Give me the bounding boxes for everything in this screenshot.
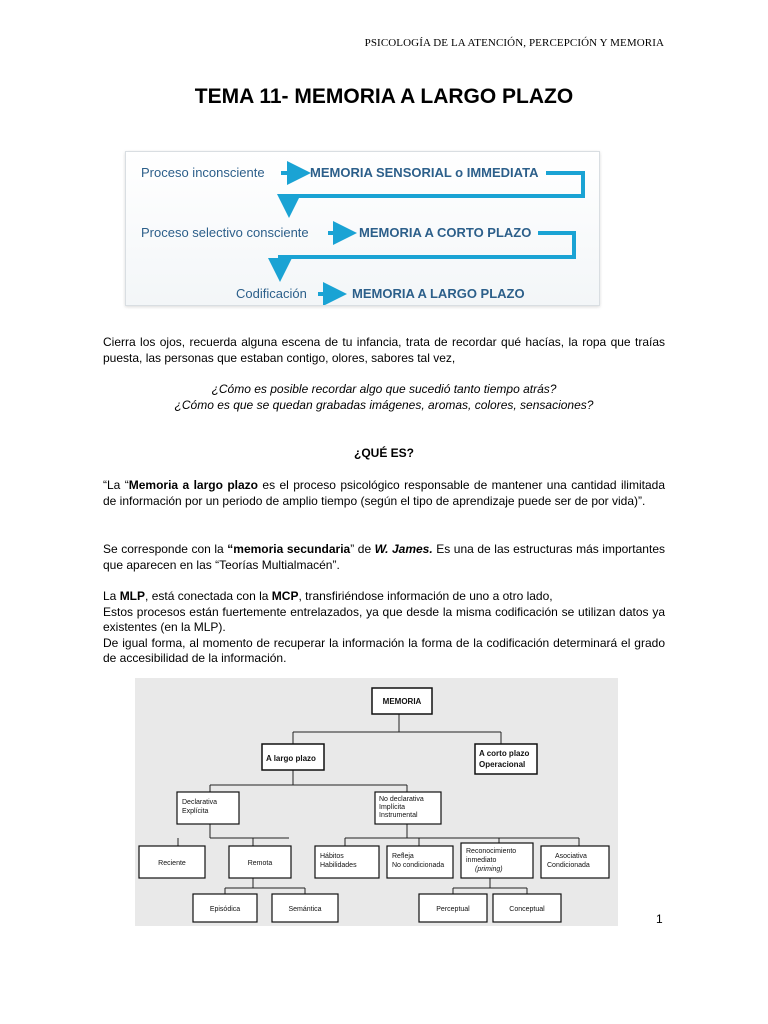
memory-taxonomy-tree bbox=[135, 678, 618, 926]
node-corto-plazo-label-1: A corto plazo bbox=[479, 749, 530, 758]
node-semantica-label: Semántica bbox=[288, 906, 322, 913]
flow-process-3: Codificación bbox=[236, 286, 307, 301]
definition-paragraph: “La “Memoria a largo plazo es el proceso psicológico responsable de mantener una cantidad ilimitada de información por un periodo de amplio tiempo (según el tipo de aprendizaje puede ser de por vida)”. bbox=[103, 478, 665, 508]
page-number: 1 bbox=[656, 912, 663, 926]
running-header: PSICOLOGÍA DE LA ATENCIÓN, PERCEPCIÓN Y MEMORIA bbox=[364, 37, 664, 49]
mlp-paragraph: La MLP, está conectada con la MCP, transfiriéndose información de uno a otro lado, Estos procesos están fuertemente entrelazados, ya que desde la misma codificación se utilizan datos ya existentes (en la MLP). De igual forma, al momento de recuperar la información la forma de la codificación determinará el grado de accesibilidad de la información. bbox=[103, 589, 665, 665]
flow-process-1: Proceso inconsciente bbox=[141, 165, 265, 180]
node-largo-plazo-label: A largo plazo bbox=[266, 754, 316, 763]
node-declarativa-label-2: Explícita bbox=[182, 808, 209, 815]
node-habitos-label-1: Hábitos bbox=[320, 853, 344, 860]
node-refleja-label-2: No condicionada bbox=[392, 862, 445, 869]
node-corto-plazo-label-2: Operacional bbox=[479, 760, 526, 769]
flow-memory-1: MEMORIA SENSORIAL o IMMEDIATA bbox=[310, 165, 539, 180]
memory-flow-diagram bbox=[125, 151, 600, 306]
section-heading: ¿QUÉ ES? bbox=[353, 446, 414, 460]
node-reconocimiento-label-1: Reconocimiento bbox=[466, 848, 517, 855]
flow-process-2: Proceso selectivo consciente bbox=[141, 225, 309, 240]
node-reconocimiento-label-3: (priming) bbox=[475, 866, 503, 873]
node-conceptual-label: Conceptual bbox=[509, 906, 545, 913]
james-paragraph: Se corresponde con la “memoria secundaria” de W. James. Es una de las estructuras más importantes que aparecen en las “Teorías Multialmacén”. bbox=[103, 542, 665, 572]
node-refleja-label-1: Refleja bbox=[392, 853, 414, 860]
question-1: ¿Cómo es posible recordar algo que sucedió tanto tiempo atrás? bbox=[211, 382, 557, 396]
node-reconocimiento-label-2: inmediato bbox=[466, 857, 497, 864]
node-no-declarativa-label-2: Implícita bbox=[379, 804, 406, 811]
node-asociativa-label-2: Condicionada bbox=[547, 862, 590, 869]
flow-memory-2: MEMORIA A CORTO PLAZO bbox=[359, 225, 532, 240]
page-title: TEMA 11- MEMORIA A LARGO PLAZO bbox=[194, 85, 574, 108]
node-memoria-label: MEMORIA bbox=[382, 697, 422, 706]
node-no-declarativa-label-3: Instrumental bbox=[379, 812, 418, 819]
flow-memory-3: MEMORIA A LARGO PLAZO bbox=[352, 286, 525, 301]
node-remota-label: Remota bbox=[247, 860, 273, 867]
node-habitos-label-2: Habilidades bbox=[320, 862, 357, 869]
node-perceptual-label: Perceptual bbox=[436, 906, 470, 913]
node-no-declarativa-label-1: No declarativa bbox=[379, 796, 424, 803]
node-asociativa-label-1: Asociativa bbox=[555, 853, 587, 860]
question-2: ¿Cómo es que se quedan grabadas imágenes, aromas, colores, sensaciones? bbox=[174, 398, 594, 412]
node-declarativa-label-1: Declarativa bbox=[182, 799, 218, 806]
intro-paragraph: Cierra los ojos, recuerda alguna escena de tu infancia, trata de recordar qué hacías, la ropa que traías puesta, las personas que estaban contigo, olores, sabores tal vez, bbox=[103, 335, 665, 365]
node-episodica-label: Episódica bbox=[209, 906, 241, 913]
node-reciente-label: Reciente bbox=[158, 860, 186, 867]
